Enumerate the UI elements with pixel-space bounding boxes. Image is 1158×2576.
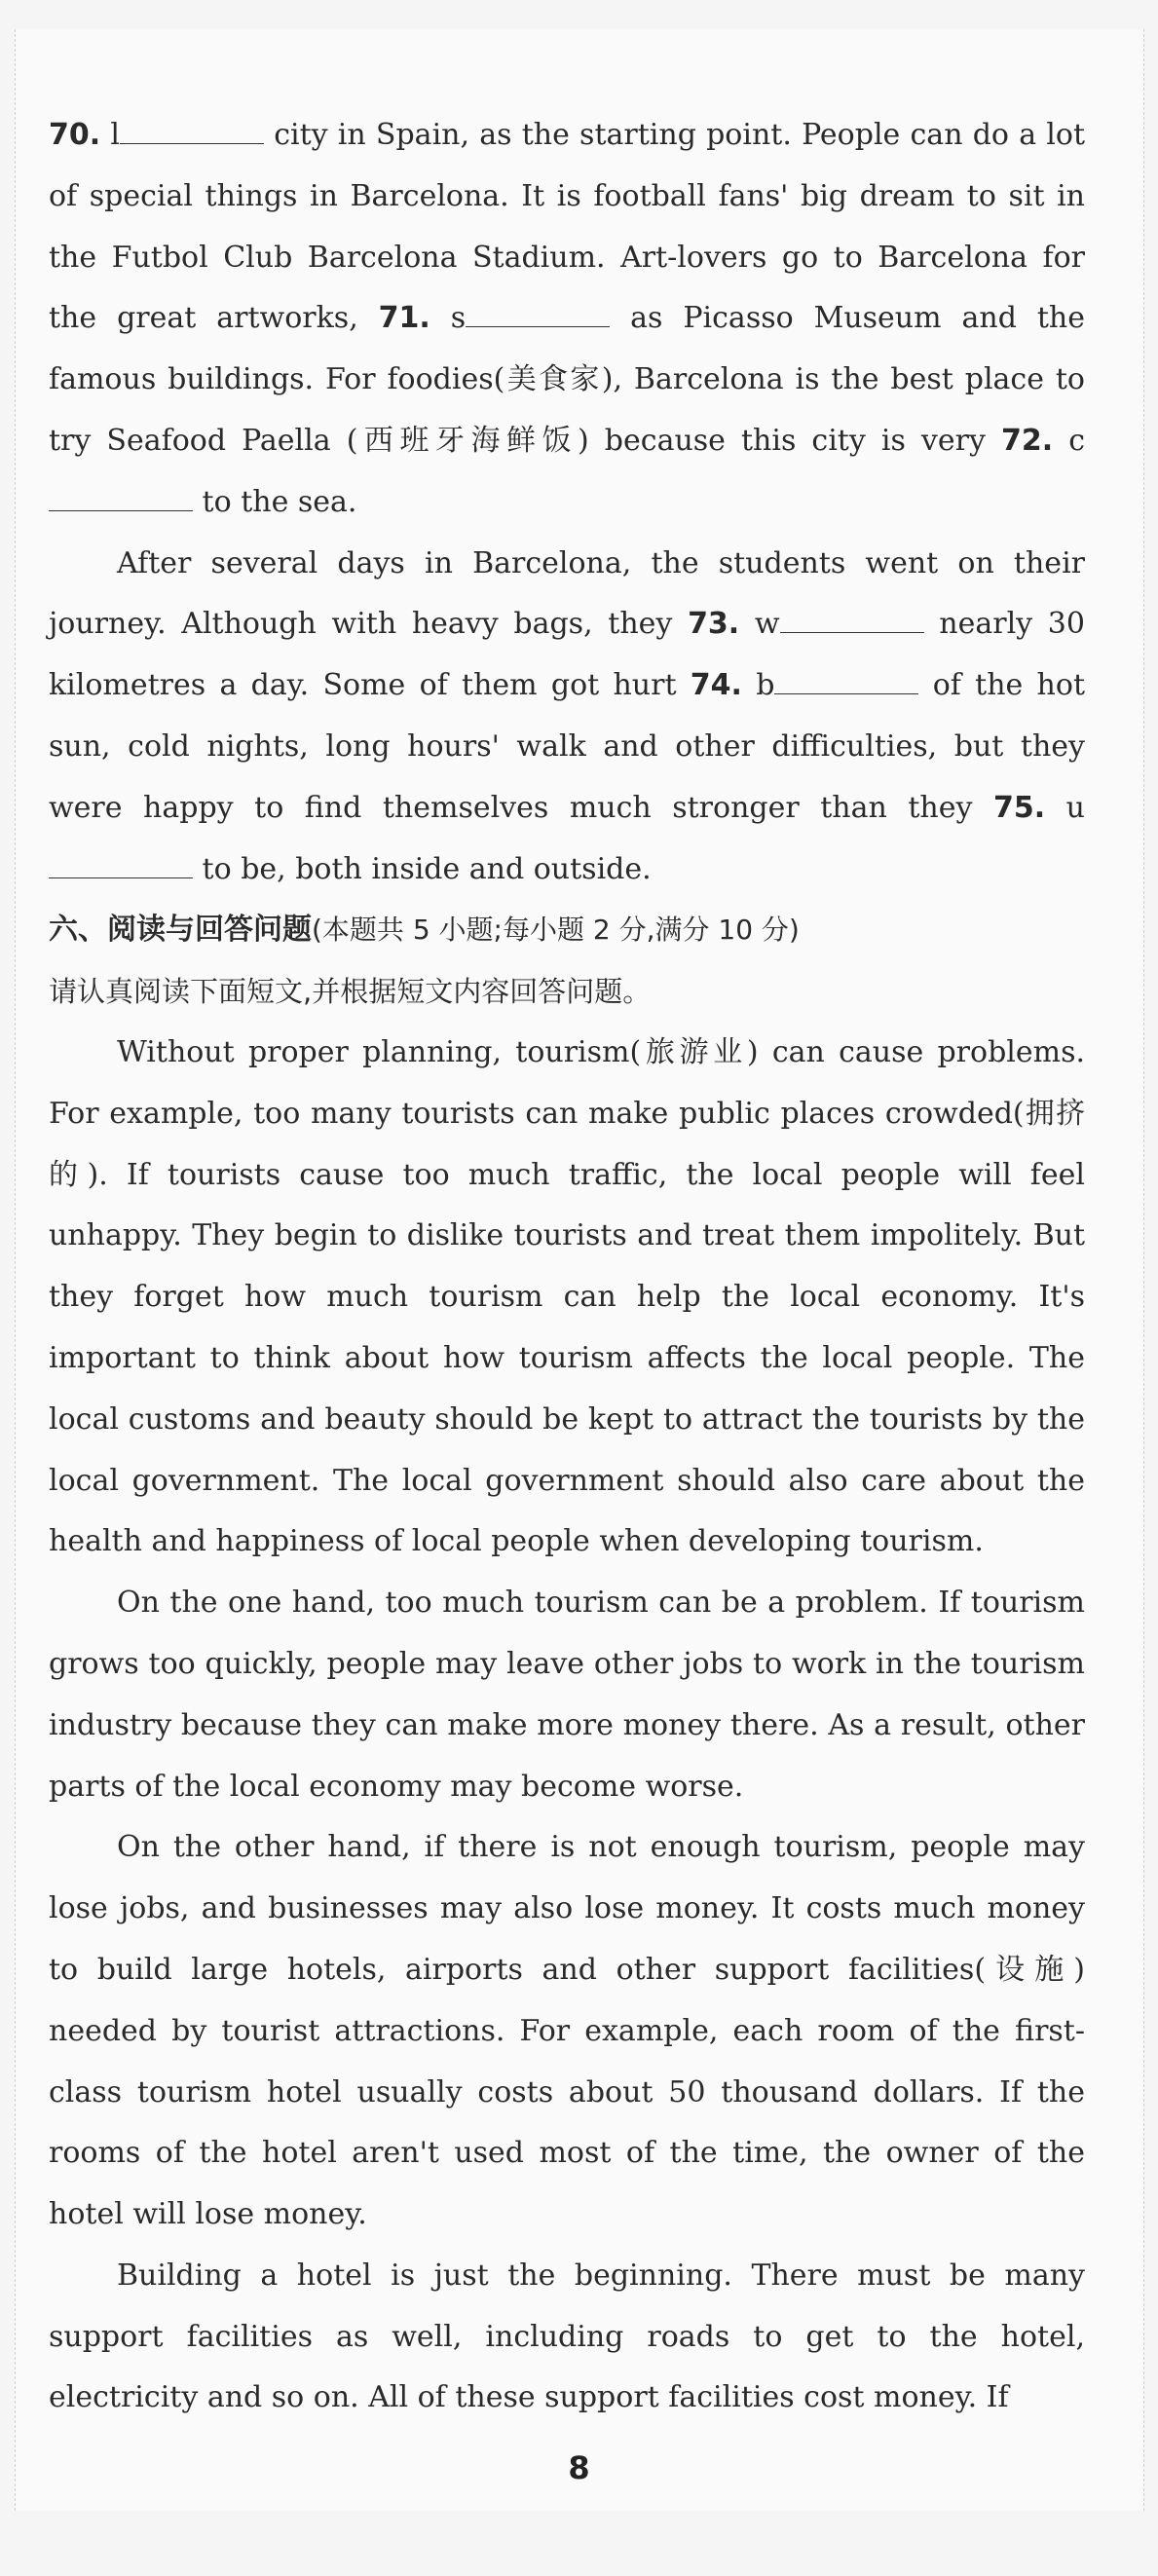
question-number-71: 71.: [378, 301, 430, 336]
passage-paragraph-3: On the other hand, if there is not enough tourism, people may lose jobs, and businesses may also lose money. It costs much money to build large hotels, airports and other support facilities(设施) needed by tourist attractions. For example, each room of the first-class tourism hotel usually costs about 50 thousand dollars. If the rooms of the hotel aren't used most of the time, the owner of the hotel will lose money.: [49, 1830, 1085, 2232]
answer-blank-72[interactable]: [49, 485, 193, 511]
section-title: 六、阅读与回答问题: [49, 913, 312, 948]
blank-hint-71: s: [450, 301, 467, 336]
blank-hint-73: w: [754, 607, 780, 642]
blank-hint-75: u: [1065, 790, 1085, 825]
answer-blank-74[interactable]: [774, 668, 918, 694]
answer-blank-73[interactable]: [780, 607, 924, 633]
text-run: city in Spain, as the starting point. People can do a lot of special things in Barcelona. It is football fans' big dream to sit in the Futbol Club Barcelona Stadium. Art-lovers go to Barcelona for the great artworks,: [49, 118, 1085, 336]
blank-hint-74: b: [756, 668, 775, 703]
passage-paragraph-4: Building a hotel is just the beginning. There must be many support facilities as well, including roads to get to the hotel, electricity and so on. All of these support facilities cost money. If: [49, 2258, 1085, 2415]
text-run: of the hot sun, cold nights, long hours' walk and other difficulties, but they were happy to find themselves much stronger than they: [49, 668, 1085, 825]
text-run: nearly 30 kilometres a day. Some of them got hurt: [49, 607, 1085, 703]
text-run: as Picasso Museum and the famous buildings. For foodies(美食家), Barcelona is the best place to try Seafood Paella (西班牙海鲜饭) because this city is very: [49, 301, 1085, 458]
blank-hint-70: l: [110, 118, 120, 152]
answer-blank-70[interactable]: [120, 118, 264, 144]
section-scoring-note: (本题共 5 小题;每小题 2 分,满分 10 分): [312, 914, 800, 947]
answer-blank-75[interactable]: [49, 852, 193, 878]
page-number: 8: [568, 2449, 590, 2486]
cloze-paragraph-1: [49, 105, 1085, 534]
answer-blank-71[interactable]: [466, 301, 610, 327]
blank-hint-72: c: [1068, 423, 1085, 458]
question-number-75: 75.: [992, 790, 1046, 825]
question-number-70: 70.: [49, 118, 101, 152]
cloze-paragraph-2: [49, 534, 1085, 901]
section-instruction: 请认真阅读下面短文,并根据短文内容回答问题。: [49, 975, 652, 1009]
text-run: to the sea.: [193, 484, 357, 519]
question-number-72: 72.: [1000, 423, 1054, 458]
passage-paragraph-2: On the one hand, too much tourism can be a problem. If tourism grows too quickly, people may leave other jobs to work in the tourism industry because they can make more money there. As a result, other parts of the local economy may become worse.: [49, 1586, 1085, 1804]
question-number-74: 74.: [690, 668, 742, 703]
section-heading: [49, 900, 1085, 961]
question-number-73: 73.: [688, 607, 740, 642]
passage-paragraph-1: Without proper planning, tourism(旅游业) can cause problems. For example, too many tourists can make public places crowded(拥挤的). If tourists cause too much traffic, the local people will feel unhappy. They begin to dislike tourists and treat them impolitely. But they forget how much tourism can help the local economy. It's important to think about how tourism affects the local people. The local customs and beauty should be kept to attract the tourists by the local government. The local government should also care about the health and happiness of local people when developing tourism.: [49, 1034, 1085, 1559]
text-run: After several days in Barcelona, the students went on their journey. Although with heavy bags, they: [49, 545, 1085, 642]
document-body: [49, 105, 1085, 2429]
text-run: to be, both inside and outside.: [193, 851, 652, 886]
